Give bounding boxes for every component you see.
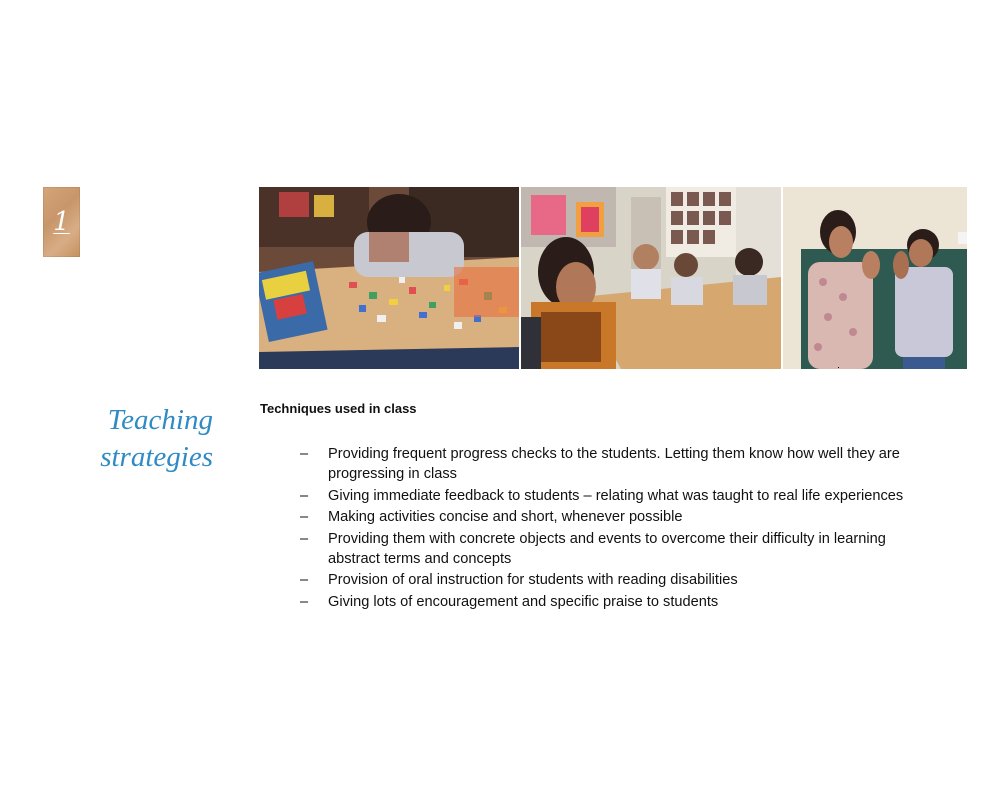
list-item [300,486,940,506]
bullet-dash: – [300,572,309,588]
photo-classroom-activity [521,187,781,369]
bullet-dash: – [300,446,309,462]
page-number: 1 [53,207,70,237]
section-title [100,402,213,476]
page-number-badge [43,187,80,257]
bullet-dash: – [300,530,309,547]
section-title-line2: strategies [100,441,213,473]
list-item-text: Giving lots of encouragement and specific praise to students [328,593,719,610]
section-title-line1: Teaching [107,404,213,436]
list-item-text: Providing them with concrete objects and events to overcome their difficulty in learning abstract terms and concepts [328,530,886,567]
technique-list [300,444,940,613]
photo-strip [259,187,967,369]
list-item [300,570,940,590]
list-item [300,507,940,527]
photo-puzzle-activity [259,187,519,369]
list-item [300,529,940,569]
list-item-text: Providing frequent progress checks to the students. Letting them know how well they are progressing in class [328,446,900,482]
list-item-text: Giving immediate feedback to students – relating what was taught to real life experiences [328,487,904,504]
subheading: Techniques used in class [260,401,417,416]
list-item-text: Provision of oral instruction for students with reading disabilities [328,572,738,588]
list-item [300,592,940,612]
bullet-dash: – [300,509,309,525]
list-item-text: Making activities concise and short, whenever possible [328,509,683,525]
list-item [300,444,940,484]
bullet-dash: – [300,487,309,504]
bullet-dash: – [300,593,309,610]
photo-hands-activity [783,187,967,369]
